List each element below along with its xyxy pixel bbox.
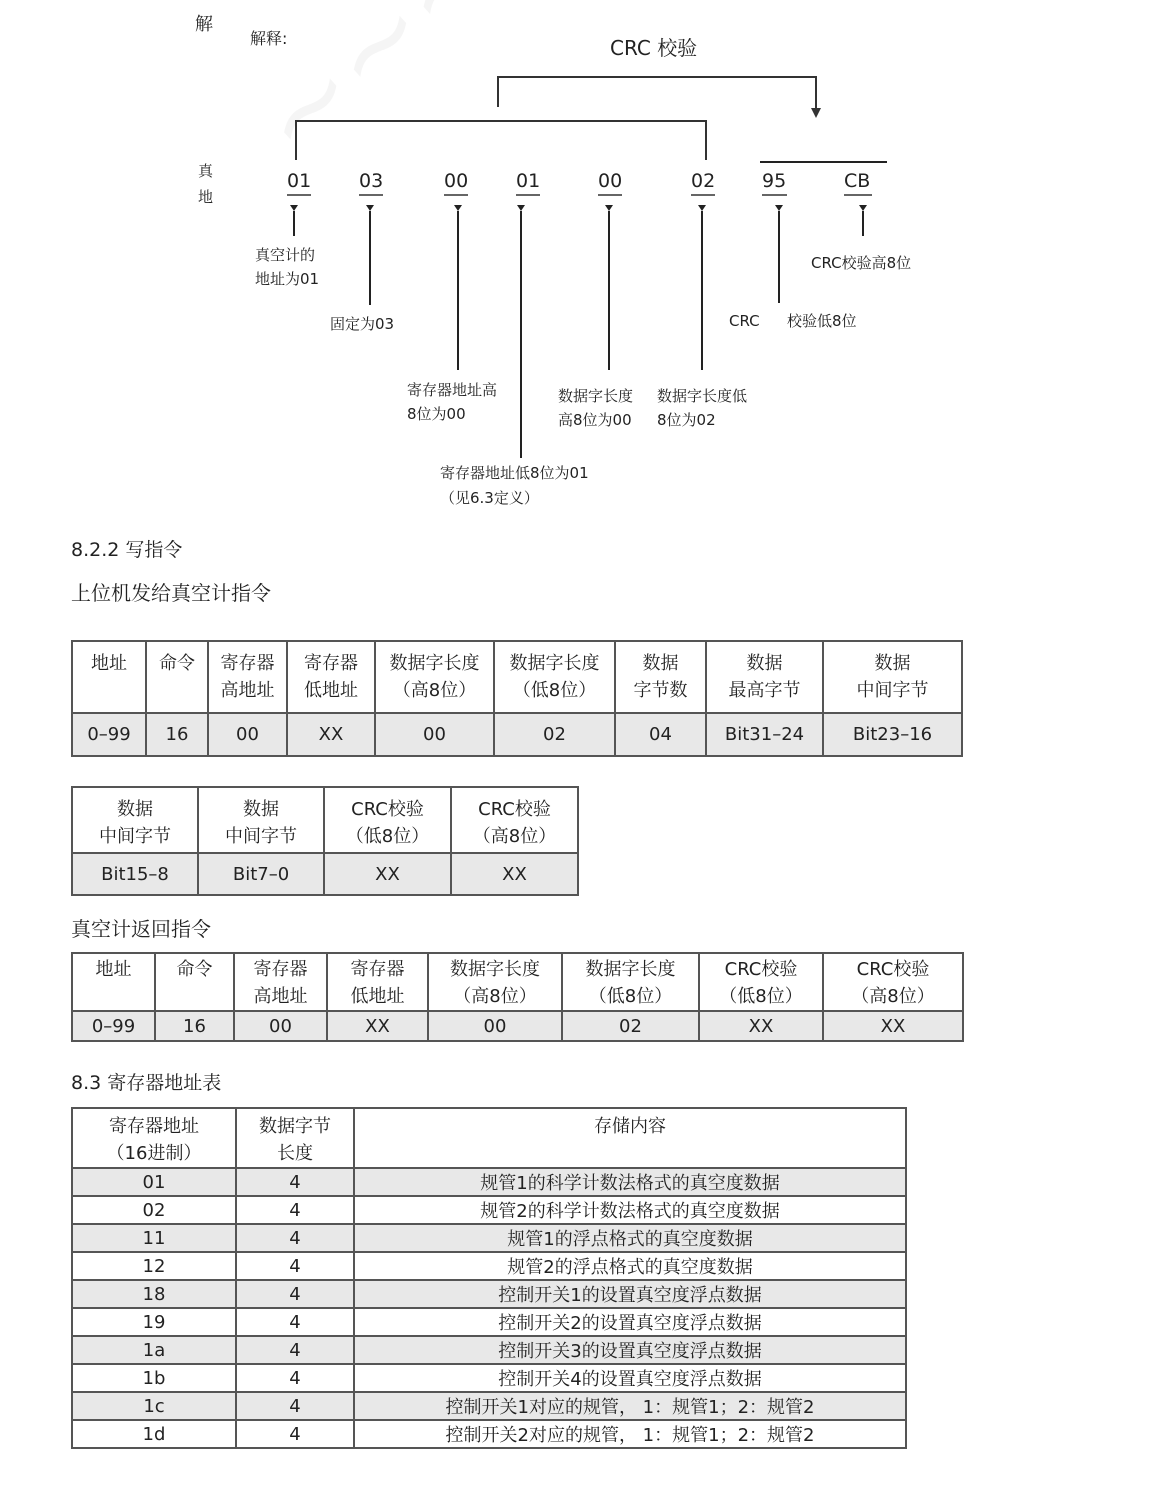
note-reg-high-2: 8位为00 <box>407 405 466 423</box>
table-row <box>72 713 962 756</box>
table-cell: XX <box>451 853 578 895</box>
table-cell: 1c <box>72 1392 236 1420</box>
table-cell: 4 <box>236 1252 354 1280</box>
header-cell: 数据 字节数 <box>615 641 706 713</box>
table-cell: 18 <box>72 1280 236 1308</box>
note-addr-2: 地址为01 <box>255 270 320 288</box>
header-cell: CRC校验 （低8位） <box>699 953 823 1011</box>
header-cell: 存储内容 <box>354 1108 906 1168</box>
byte-8: CB <box>844 170 871 192</box>
margin-char-top: 解 <box>195 14 213 35</box>
table-header-row <box>72 787 578 853</box>
table-header-row <box>72 953 963 1011</box>
table-cell: 12 <box>72 1252 236 1280</box>
crc-arrow-icon <box>811 108 821 118</box>
table-row <box>72 1364 906 1392</box>
table-cell: 控制开关3的设置真空度浮点数据 <box>354 1336 906 1364</box>
crc-title: CRC 校验 <box>610 36 698 60</box>
table-cell: Bit15–8 <box>72 853 198 895</box>
byte-5: 00 <box>598 170 623 192</box>
table-cell: 00 <box>375 713 494 756</box>
table-cell: 1a <box>72 1336 236 1364</box>
header-cell: 地址 <box>72 953 155 1011</box>
table-row <box>72 1011 963 1041</box>
explain-label: 解释: <box>250 29 288 48</box>
header-cell: 数据 中间字节 <box>72 787 198 853</box>
write-command-table-continued <box>71 786 579 896</box>
header-cell: 寄存器 高地址 <box>208 641 287 713</box>
crc-frame-diagram <box>0 0 1165 520</box>
table-row <box>72 1196 906 1224</box>
note-addr-1: 真空计的 <box>255 246 316 264</box>
table-cell: 规管2的浮点格式的真空度数据 <box>354 1252 906 1280</box>
note-crc-low-b: 校验低8位 <box>787 312 857 330</box>
table-cell: 规管1的浮点格式的真空度数据 <box>354 1224 906 1252</box>
byte-2: 03 <box>359 170 384 192</box>
byte-6: 02 <box>691 170 716 192</box>
table-cell: 4 <box>236 1420 354 1448</box>
note-crc-high: CRC校验高8位 <box>811 254 912 272</box>
note-reg-low-2: （见6.3定义） <box>440 489 539 507</box>
table-cell: Bit31–24 <box>706 713 823 756</box>
table-cell: 04 <box>615 713 706 756</box>
table-cell: 4 <box>236 1308 354 1336</box>
header-cell: 数据字长度 （低8位） <box>494 641 615 713</box>
table-cell: 00 <box>208 713 287 756</box>
table-cell: XX <box>324 853 451 895</box>
table-header-row <box>72 1108 906 1168</box>
table-cell: 00 <box>234 1011 327 1041</box>
note-reg-high-1: 寄存器地址高 <box>407 381 498 399</box>
table-cell: 02 <box>494 713 615 756</box>
crc-bracket-line <box>498 77 816 108</box>
register-address-table <box>71 1107 907 1449</box>
table-cell: 规管1的科学计数法格式的真空度数据 <box>354 1168 906 1196</box>
margin-char-1: 真 <box>198 162 214 180</box>
table-cell: Bit7–0 <box>198 853 324 895</box>
table-row <box>72 1308 906 1336</box>
table-cell: 4 <box>236 1224 354 1252</box>
return-heading: 真空计返回指令 <box>71 917 211 941</box>
return-command-table <box>71 952 964 1042</box>
table-row <box>72 1280 906 1308</box>
header-cell: 数据 中间字节 <box>823 641 962 713</box>
margin-char-2: 地 <box>198 188 214 206</box>
byte-7: 95 <box>762 170 787 192</box>
table-cell: XX <box>699 1011 823 1041</box>
section-reg-heading: 8.3 寄存器地址表 <box>71 1072 222 1094</box>
header-cell: 数据字长度 （高8位） <box>428 953 562 1011</box>
table-cell: 16 <box>155 1011 234 1041</box>
table-cell: 02 <box>562 1011 699 1041</box>
header-cell: 命令 <box>146 641 208 713</box>
header-cell: 寄存器 低地址 <box>327 953 428 1011</box>
table-cell: 4 <box>236 1364 354 1392</box>
header-cell: 数据字节 长度 <box>236 1108 354 1168</box>
header-cell: 数据 中间字节 <box>198 787 324 853</box>
table-cell: 16 <box>146 713 208 756</box>
note-fixed: 固定为03 <box>330 315 395 333</box>
table-cell: XX <box>287 713 375 756</box>
table-row <box>72 1420 906 1448</box>
table-row <box>72 1336 906 1364</box>
write-command-table <box>71 640 963 757</box>
table-cell: 规管2的科学计数法格式的真空度数据 <box>354 1196 906 1224</box>
table-cell: 4 <box>236 1168 354 1196</box>
note-len-low-2: 8位为02 <box>657 411 716 429</box>
table-cell: 19 <box>72 1308 236 1336</box>
table-cell: 02 <box>72 1196 236 1224</box>
table-header-row <box>72 641 962 713</box>
table-cell: 控制开关4的设置真空度浮点数据 <box>354 1364 906 1392</box>
table-cell: 01 <box>72 1168 236 1196</box>
table-cell: 4 <box>236 1280 354 1308</box>
table-cell: 控制开关1的设置真空度浮点数据 <box>354 1280 906 1308</box>
table-cell: 1d <box>72 1420 236 1448</box>
table-cell: 0–99 <box>72 713 146 756</box>
table-cell: 4 <box>236 1336 354 1364</box>
header-cell: 数据字长度 （低8位） <box>562 953 699 1011</box>
table-cell: 11 <box>72 1224 236 1252</box>
diagram-lines <box>0 0 1165 520</box>
note-len-high-2: 高8位为00 <box>558 411 632 429</box>
header-cell: 地址 <box>72 641 146 713</box>
header-cell: 数据 最高字节 <box>706 641 823 713</box>
note-crc-low-a: CRC <box>729 312 760 330</box>
table-cell: 0–99 <box>72 1011 155 1041</box>
byte-3: 00 <box>444 170 469 192</box>
section-write-subheading: 上位机发给真空计指令 <box>71 581 271 605</box>
header-cell: 寄存器 低地址 <box>287 641 375 713</box>
table-cell: XX <box>823 1011 963 1041</box>
table-row <box>72 1252 906 1280</box>
header-cell: CRC校验 （低8位） <box>324 787 451 853</box>
table-row <box>72 1168 906 1196</box>
byte-1: 01 <box>287 170 312 192</box>
header-cell: CRC校验 （高8位） <box>823 953 963 1011</box>
table-row <box>72 853 578 895</box>
section-write-heading: 8.2.2 写指令 <box>71 539 183 561</box>
table-cell: 00 <box>428 1011 562 1041</box>
table-cell: 控制开关1对应的规管， 1：规管1；2：规管2 <box>354 1392 906 1420</box>
header-cell: CRC校验 （高8位） <box>451 787 578 853</box>
data-bracket-line <box>296 121 706 160</box>
table-row <box>72 1224 906 1252</box>
table-cell: 4 <box>236 1392 354 1420</box>
table-cell: 4 <box>236 1196 354 1224</box>
header-cell: 命令 <box>155 953 234 1011</box>
note-len-low-1: 数据字长度低 <box>657 387 748 405</box>
header-cell: 寄存器地址 （16进制） <box>72 1108 236 1168</box>
table-cell: XX <box>327 1011 428 1041</box>
header-cell: 数据字长度 （高8位） <box>375 641 494 713</box>
table-cell: Bit23–16 <box>823 713 962 756</box>
note-reg-low-1: 寄存器地址低8位为01 <box>440 464 589 482</box>
table-cell: 控制开关2的设置真空度浮点数据 <box>354 1308 906 1336</box>
table-cell: 1b <box>72 1364 236 1392</box>
byte-4: 01 <box>516 170 541 192</box>
table-row <box>72 1392 906 1420</box>
note-len-high-1: 数据字长度 <box>558 387 634 405</box>
table-cell: 控制开关2对应的规管， 1：规管1；2：规管2 <box>354 1420 906 1448</box>
header-cell: 寄存器 高地址 <box>234 953 327 1011</box>
